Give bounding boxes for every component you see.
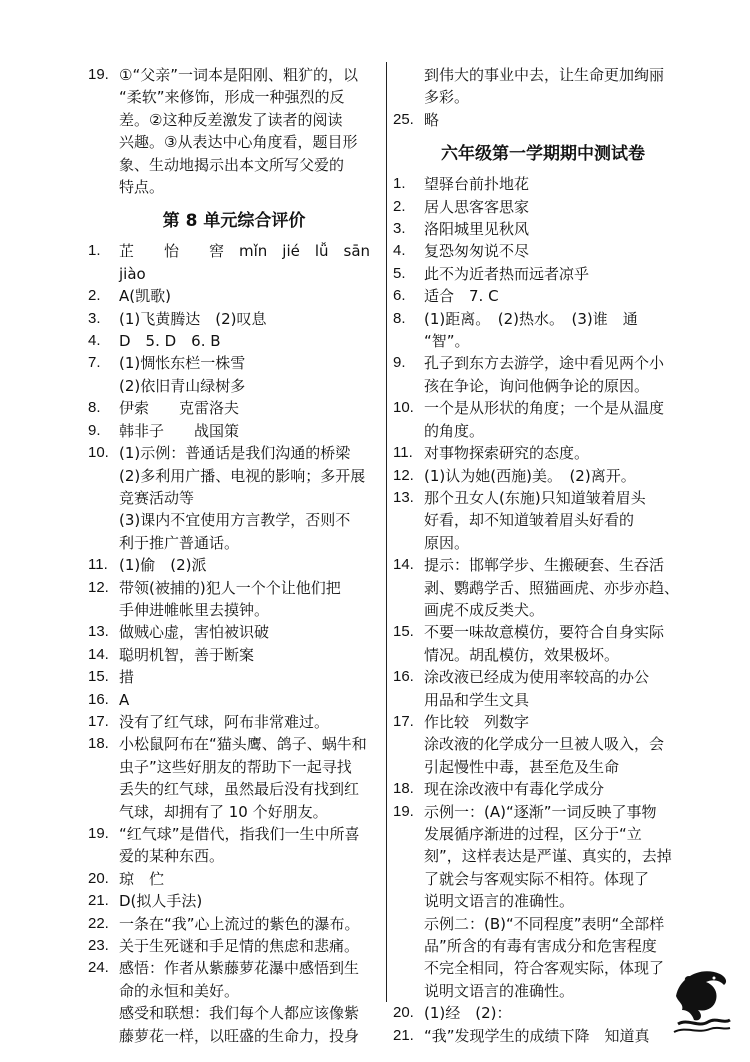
answer-item (393, 1002, 693, 1024)
item-number: 4. (393, 242, 406, 260)
answer-item (393, 64, 693, 109)
item-text (424, 442, 693, 464)
item-number: 16. (393, 668, 414, 686)
text-line: 小松鼠阿布在“猫头鹰、鸽子、蜗牛和 (119, 735, 367, 754)
text-line: 爱的某种东西。 (119, 847, 225, 866)
item-number: 15. (88, 668, 109, 686)
item-number: 8. (88, 399, 101, 417)
text-line: 居人思客客思家 (424, 197, 530, 216)
text-line: A(凯歌) (119, 287, 171, 306)
text-line: jiào (119, 264, 146, 283)
answer-item (88, 577, 380, 622)
answer-item (393, 442, 693, 464)
column-divider (386, 62, 387, 1002)
answer-item (393, 666, 693, 711)
text-line: 手伸进帷帐里去摸钟。 (119, 600, 270, 619)
item-number: 6. (393, 287, 406, 305)
item-text (424, 64, 693, 109)
left-column (88, 64, 380, 1047)
text-line: 芷 怡 窖 mǐn jié lǚ sān (119, 242, 371, 261)
item-number: 17. (88, 712, 109, 730)
item-text (119, 868, 380, 890)
text-line: (3)课内不宜使用方言教学，否则不 (119, 511, 351, 530)
text-line: 聪明机智，善于断案 (119, 645, 255, 664)
item-text (119, 554, 380, 576)
item-text (119, 442, 380, 554)
text-line: 略 (424, 110, 440, 129)
item-number: 11. (393, 444, 413, 462)
answer-item (393, 397, 693, 442)
right-column (393, 64, 693, 1047)
text-line: D(拟人手法) (119, 892, 203, 911)
item-number: 21. (393, 1026, 414, 1044)
answer-item (88, 352, 380, 397)
text-line: (1)惆怅东栏一株雪 (119, 354, 246, 373)
left-items (88, 240, 380, 1047)
text-line: 关于生死谜和手足情的焦虑和悲痛。 (119, 937, 360, 956)
text-line: 感悟：作者从紫藤萝花瀑中感悟到生 (119, 959, 360, 978)
answer-item (393, 196, 693, 218)
item-number: 18. (88, 735, 109, 753)
text-line: 一条在“我”心上流过的紫色的瀑布。 (119, 914, 360, 933)
item-text (424, 397, 693, 442)
text-line: 没有了红气球，阿布非常难过。 (119, 712, 330, 731)
item-number: 17. (393, 712, 414, 730)
item-number: 8. (393, 309, 406, 327)
text-line: 象、生动地揭示出本文所写父爱的 (119, 155, 345, 174)
item-text (424, 621, 693, 666)
answer-item (88, 913, 380, 935)
item-text (424, 1025, 693, 1047)
answer-item (88, 420, 380, 442)
text-line: 示例二：(B)“不同程度”表明“全部样 (424, 914, 665, 933)
answer-item (88, 554, 380, 576)
text-line: A (119, 690, 130, 709)
text-line: 说明文语言的准确性。 (424, 981, 575, 1000)
item-number: 20. (88, 869, 109, 887)
text-line: 不完全相同，符合客观实际，体现了 (424, 959, 665, 978)
text-line: 情况。胡乱模仿，效果极坏。 (424, 645, 620, 664)
answer-item (393, 711, 693, 778)
answer-item (393, 801, 693, 1003)
text-line: (2)多利用广播、电视的影响；多开展 (119, 466, 366, 485)
text-line: (1)经 (2)： (424, 1004, 512, 1023)
answer-item (393, 240, 693, 262)
text-line: 品”所含的有毒有害成分和危害程度 (424, 937, 657, 956)
item-number: 2. (393, 197, 406, 215)
text-line: 涂改液已经成为使用率较高的办公 (424, 668, 650, 687)
item-text (119, 890, 380, 912)
item-number: 13. (88, 623, 109, 641)
item-number: 20. (393, 1004, 414, 1022)
answer-item (88, 285, 380, 307)
item-number: 19. (88, 825, 109, 842)
answer-item (88, 823, 380, 868)
text-line: 丢失的红气球，虽然最后没有找到红 (119, 780, 360, 799)
item-text (424, 218, 693, 240)
item-number: 2. (88, 287, 101, 305)
item-number: 12. (393, 466, 414, 484)
text-line: 感受和联想：我们每个人都应该像紫 (119, 1004, 360, 1023)
item-text (119, 308, 380, 330)
left-pre-items (88, 64, 380, 198)
answer-item (88, 64, 380, 198)
item-number: 23. (88, 937, 109, 955)
item-text (119, 64, 380, 198)
item-number: 19. (88, 66, 109, 83)
answer-item (393, 173, 693, 195)
item-text (119, 644, 380, 666)
item-text (424, 109, 693, 131)
dolphin-logo-icon (670, 958, 732, 1036)
text-line: 一个是从形状的角度；一个是从温度 (424, 399, 665, 418)
item-number: 19. (393, 802, 414, 820)
text-line: 竞赛活动等 (119, 488, 195, 507)
text-line: “我”发现学生的成绩下降 知道真 (424, 1026, 650, 1045)
text-line: (1)偷 (2)派 (119, 556, 207, 575)
text-line: (1)飞黄腾达 (2)叹息 (119, 309, 267, 328)
answer-item (393, 285, 693, 307)
item-text (119, 913, 380, 935)
text-line: 琼 伫 (119, 869, 165, 888)
text-line: 此不为近者热而远者凉乎 (424, 264, 590, 283)
text-line: (1)距离。 (2)热水。 (3)谁 通 (424, 309, 638, 328)
answer-item (88, 397, 380, 419)
text-line: (1)示例：普通话是我们沟通的桥梁 (119, 444, 351, 463)
answer-item (88, 240, 380, 285)
answer-item (393, 1025, 693, 1047)
answer-item (88, 666, 380, 688)
item-number: 1. (88, 242, 101, 260)
item-number: 9. (88, 421, 101, 439)
text-line: “柔软”来修饰，形成一种强烈的反 (119, 88, 345, 107)
item-number: 11. (88, 556, 108, 574)
text-line: 虫子”这些好朋友的帮助下一起寻找 (119, 757, 352, 776)
item-number: 14. (393, 556, 414, 574)
item-text (424, 1002, 693, 1024)
item-text (424, 196, 693, 218)
item-text (424, 352, 693, 397)
item-text (424, 285, 693, 307)
item-text (119, 420, 380, 442)
text-line: (1)认为她(西施)美。 (2)离开。 (424, 466, 636, 485)
text-line: ①“父亲”一词本是阳刚、粗犷的，以 (119, 66, 358, 84)
answer-item (88, 621, 380, 643)
text-line: 作比较 列数字 (424, 712, 530, 731)
text-line: 洛阳城里见秋风 (424, 220, 530, 239)
answer-item (393, 308, 693, 353)
text-line: 剥、鹦鹉学舌、照猫画虎、亦步亦趋、 (424, 578, 680, 597)
text-line: 不要一味故意模仿，要符合自身实际 (424, 623, 665, 642)
text-line: 的角度。 (424, 421, 485, 440)
item-text (119, 397, 380, 419)
answer-item (393, 263, 693, 285)
item-text (424, 173, 693, 195)
text-line: 措 (119, 668, 135, 687)
item-text (424, 801, 693, 1003)
text-line: 利于推广普通话。 (119, 533, 240, 552)
item-text (119, 935, 380, 957)
item-text (424, 711, 693, 778)
item-number: 12. (88, 578, 109, 596)
answer-item (88, 689, 380, 711)
item-text (424, 487, 693, 554)
item-number: 16. (88, 690, 109, 708)
text-line: 带领(被捕的)犯人一个个让他们把 (119, 578, 341, 597)
text-line: 现在涂改液中有毒化学成分 (424, 780, 605, 799)
item-number: 3. (393, 220, 406, 238)
text-line: 孔子到东方去游学，途中看见两个小 (424, 354, 665, 373)
answer-item (393, 621, 693, 666)
item-number: 10. (88, 444, 109, 462)
item-text (119, 689, 380, 711)
item-text (424, 465, 693, 487)
item-text (119, 330, 380, 352)
text-line: 说明文语言的准确性。 (424, 892, 575, 911)
answer-item (393, 109, 693, 131)
answer-item (88, 957, 380, 1047)
item-number: 13. (393, 488, 414, 506)
item-text (119, 733, 380, 823)
text-line: 示例一：(A)“逐渐”一词反映了事物 (424, 802, 657, 821)
item-text (119, 352, 380, 397)
item-text (424, 308, 693, 353)
text-line: 韩非子 战国策 (119, 421, 240, 440)
item-text (119, 957, 380, 1047)
text-line: 到伟大的事业中去，让生命更加绚丽 (424, 66, 665, 84)
text-line: 多彩。 (424, 88, 470, 107)
item-text (424, 666, 693, 711)
text-line: 适合 7. C (424, 287, 499, 306)
right-pre-items (393, 64, 693, 131)
answer-item (393, 778, 693, 800)
right-items (393, 173, 693, 1047)
section-heading-midterm: 六年级第一学期期中测试卷 (441, 144, 645, 165)
section-heading-unit8: 第 8 单元综合评价 (162, 211, 306, 232)
text-line: “红气球”是借代，指我们一生中所喜 (119, 825, 360, 843)
item-text (424, 240, 693, 262)
text-line: 做贼心虚，害怕被识破 (119, 623, 270, 642)
text-line: 那个丑女人(东施)只知道皱着眉头 (424, 488, 646, 507)
item-number: 15. (393, 623, 414, 641)
item-number: 3. (88, 309, 101, 327)
text-line: 发展循序渐进的过程，区分于“立 (424, 825, 642, 843)
text-line: D 5. D 6. B (119, 332, 221, 351)
item-number: 22. (88, 914, 109, 932)
answer-item (88, 868, 380, 890)
answer-item (88, 330, 380, 352)
text-line: 望驿台前扑地花 (424, 175, 530, 194)
item-text (424, 554, 693, 621)
answer-item (393, 554, 693, 621)
text-line: 命的永恒和美好。 (119, 981, 240, 1000)
text-line: 刻”，这样表达是严谨、真实的，去掉 (424, 847, 672, 866)
text-line: 孩在争论，询问他俩争论的原因。 (424, 376, 650, 395)
item-text (119, 577, 380, 622)
text-line: 引起慢性中毒，甚至危及生命 (424, 757, 620, 776)
text-line: 复恐匆匆说不尽 (424, 242, 530, 261)
answer-item (88, 733, 380, 823)
item-text (119, 621, 380, 643)
text-line: 气球，却拥有了 10 个好朋友。 (119, 802, 328, 821)
answer-item (88, 890, 380, 912)
text-line: 伊索 克雷洛夫 (119, 399, 240, 418)
item-number: 24. (88, 959, 109, 977)
text-line: 藤萝花一样，以旺盛的生命力，投身 (119, 1026, 360, 1045)
item-text (119, 285, 380, 307)
answer-item (88, 308, 380, 330)
text-line: “智”。 (424, 332, 470, 351)
item-number: 4. (88, 332, 101, 350)
answer-item (88, 711, 380, 733)
item-number: 9. (393, 354, 406, 372)
text-line: (2)依旧青山绿树多 (119, 376, 246, 395)
text-line: 差。②这种反差激发了读者的阅读 (119, 110, 343, 129)
answer-item (88, 442, 380, 554)
item-text (119, 823, 380, 868)
item-number: 21. (88, 892, 109, 910)
item-number: 1. (393, 175, 406, 193)
text-line: 好看，却不知道皱着眉头好看的 (424, 511, 635, 530)
answer-item (393, 465, 693, 487)
answer-item (88, 644, 380, 666)
answer-item (88, 935, 380, 957)
item-number: 14. (88, 645, 109, 663)
text-line: 特点。 (119, 178, 165, 197)
text-line: 原因。 (424, 533, 470, 552)
item-number: 7. (88, 354, 101, 372)
item-text (119, 240, 380, 285)
text-line: 画虎不成反类犬。 (424, 600, 545, 619)
item-text (119, 666, 380, 688)
item-number: 25. (393, 110, 414, 128)
item-number: 10. (393, 399, 414, 417)
answer-item (393, 218, 693, 240)
text-line: 了就会与客观实际不相符。体现了 (424, 869, 650, 888)
text-line: 提示：邯郸学步、生搬硬套、生吞活 (424, 556, 665, 575)
text-line: 用品和学生文具 (424, 690, 530, 709)
text-line: 涂改液的化学成分一旦被人吸入，会 (424, 735, 665, 754)
item-number (393, 64, 424, 109)
item-number: 18. (393, 780, 414, 798)
text-line: 兴趣。③从表达中心角度看，题目形 (119, 133, 358, 152)
answer-item (393, 352, 693, 397)
item-number: 5. (393, 264, 406, 282)
item-text (424, 778, 693, 800)
text-line: 对事物探索研究的态度。 (424, 444, 590, 463)
item-text (424, 263, 693, 285)
item-text (119, 711, 380, 733)
answer-item (393, 487, 693, 554)
